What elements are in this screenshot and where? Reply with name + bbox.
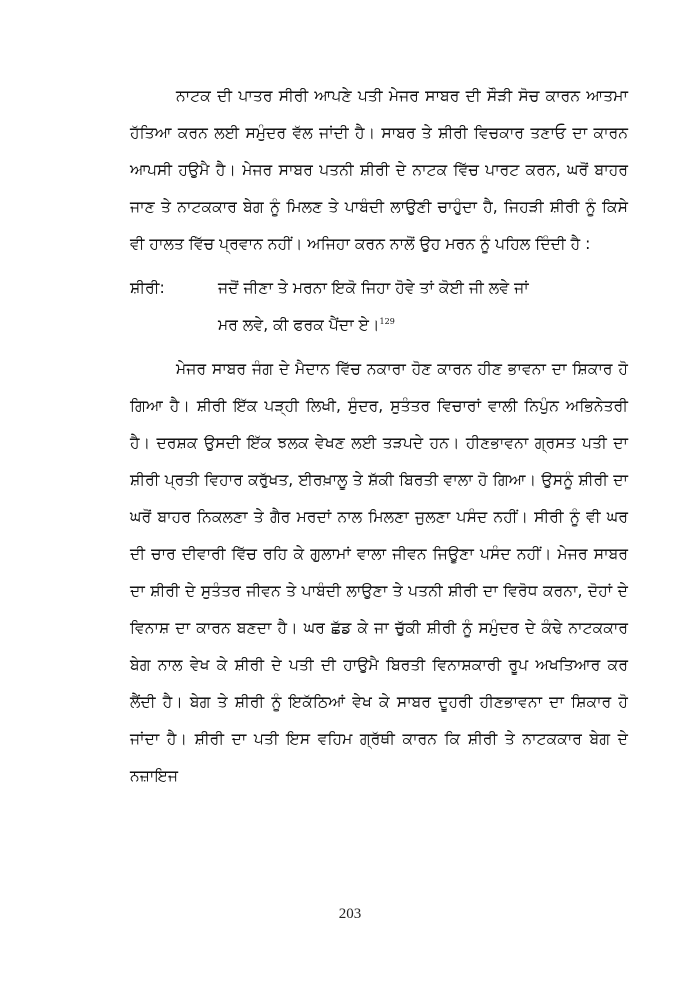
page-body (130, 78, 628, 795)
dialogue-line-1: ਜਦੋਂ ਜੀਣਾ ਤੇ ਮਰਨਾ ਇਕੋ ਜਿਹਾ ਹੋਵੇ ਤਾਂ ਕੋਈ ਜੀ ਲਵੇ ਜਾਂ (218, 279, 529, 297)
paragraph-2: ਮੇਜਰ ਸਾਬਰ ਜੰਗ ਦੇ ਮੈਦਾਨ ਵਿੱਚ ਨਕਾਰਾ ਹੋਣ ਕਾਰਨ ਹੀਣ ਭਾਵਨਾ ਦਾ ਸ਼ਿਕਾਰ ਹੋ ਗਿਆ ਹੈ। ਸ਼ੀਰੀ ਇੱਕ ਪੜ੍ਹੀ ਲਿਖੀ, ਸੁੰਦਰ, ਸੁਤੰਤਰ ਵਿਚਾਰਾਂ ਵਾਲੀ ਨਿਪੁੰਨ ਅਭਿਨੇਤਰੀ ਹੈ। ਦਰਸ਼ਕ ਉਸਦੀ ਇੱਕ ਝਲਕ ਵੇਖਣ ਲਈ ਤੜਪਦੇ ਹਨ। ਹੀਣਭਾਵਨਾ ਗ੍ਰਸਤ ਪਤੀ ਦਾ ਸ਼ੀਰੀ ਪ੍ਰਤੀ ਵਿਹਾਰ ਕਰੁੱਖਤ, ਈਰਖ਼ਾਲੂ ਤੇ ਸ਼ੱਕੀ ਬਿਰਤੀ ਵਾਲਾ ਹੋ ਗਿਆ। ਉਸਨੂੰ ਸ਼ੀਰੀ ਦਾ ਘਰੋਂ ਬਾਹਰ ਨਿਕਲਣਾ ਤੇ ਗੈਰ ਮਰਦਾਂ ਨਾਲ ਮਿਲਣਾ ਜੁਲਣਾ ਪਸੰਦ ਨਹੀਂ। ਸੀਰੀ ਨੂੰ ਵੀ ਘਰ ਦੀ ਚਾਰ ਦੀਵਾਰੀ ਵਿੱਚ ਰਹਿ ਕੇ ਗੁਲਾਮਾਂ ਵਾਲਾ ਜੀਵਨ ਜਿਊਣਾ ਪਸੰਦ ਨਹੀਂ। ਮੇਜਰ ਸਾਬਰ ਦਾ ਸ਼ੀਰੀ ਦੇ ਸੁਤੰਤਰ ਜੀਵਨ ਤੇ ਪਾਬੰਦੀ ਲਾਉਣਾ ਤੇ ਪਤਨੀ ਸ਼ੀਰੀ ਦਾ ਵਿਰੋਧ ਕਰਨਾ, ਦੋਹਾਂ ਦੇ ਵਿਨਾਸ਼ ਦਾ ਕਾਰਨ ਬਣਦਾ ਹੈ। ਘਰ ਛੱਡ ਕੇ ਜਾ ਚੁੱਕੀ ਸ਼ੀਰੀ ਨੂੰ ਸਮੁੰਦਰ ਦੇ ਕੰਢੇ ਨਾਟਕਕਾਰ ਬੇਗ ਨਾਲ ਵੇਖ ਕੇ ਸ਼ੀਰੀ ਦੇ ਪਤੀ ਦੀ ਹਾਉਮੈ ਬਿਰਤੀ ਵਿਨਾਸ਼ਕਾਰੀ ਰੂਪ ਅਖਤਿਆਰ ਕਰ ਲੈਂਦੀ ਹੈ। ਬੇਗ ਤੇ ਸ਼ੀਰੀ ਨੂੰ ਇਕੱਠਿਆਂ ਵੇਖ ਕੇ ਸਾਬਰ ਦੂਹਰੀ ਹੀਣਭਾਵਨਾ ਦਾ ਸ਼ਿਕਾਰ ਹੋ ਜਾਂਦਾ ਹੈ। ਸ਼ੀਰੀ ਦਾ ਪਤੀ ਇਸ ਵਹਿਮ ਗ੍ਰੱਥੀ ਕਾਰਨ ਕਿ ਸ਼ੀਰੀ ਤੇ ਨਾਟਕਕਾਰ ਬੇਗ ਦੇ ਨਜ਼ਾਇਜ (130, 360, 628, 785)
dialogue-speaker: ਸ਼ੀਰੀ: (130, 279, 165, 297)
footnote-marker: 129 (379, 316, 395, 326)
page-number: 203 (338, 906, 362, 922)
dialogue-speech (218, 270, 628, 344)
dialogue-block (130, 270, 628, 344)
dialogue-line-2: ਮਰ ਲਵੇ, ਕੀ ਫਰਕ ਪੈਂਦਾ ਏ। (218, 316, 380, 334)
dialogue-line-2-wrap (218, 307, 628, 344)
paragraph-1: ਨਾਟਕ ਦੀ ਪਾਤਰ ਸੀਰੀ ਆਪਣੇ ਪਤੀ ਮੇਜਰ ਸਾਬਰ ਦੀ ਸੌੜੀ ਸੋਚ ਕਾਰਨ ਆਤਮਾ ਹੱਤਿਆ ਕਰਨ ਲਈ ਸਮੁੰਦਰ ਵੱਲ ਜਾਂਦੀ ਹੈ। ਸਾਬਰ ਤੇ ਸ਼ੀਰੀ ਵਿਚਕਾਰ ਤਣਾਓ ਦਾ ਕਾਰਨ ਆਪਸੀ ਹਉਮੈ ਹੈ। ਮੇਜਰ ਸਾਬਰ ਪਤਨੀ ਸ਼ੀਰੀ ਦੇ ਨਾਟਕ ਵਿੱਚ ਪਾਰਟ ਕਰਨ, ਘਰੋਂ ਬਾਹਰ ਜਾਣ ਤੇ ਨਾਟਕਕਾਰ ਬੇਗ ਨੂੰ ਮਿਲਣ ਤੇ ਪਾਬੰਦੀ ਲਾਉਣੀ ਚਾਹੁੰਦਾ ਹੈ, ਜਿਹੜੀ ਸ਼ੀਰੀ ਨੂੰ ਕਿਸੇ ਵੀ ਹਾਲਤ ਵਿੱਚ ਪ੍ਰਵਾਨ ਨਹੀਂ। ਅਜਿਹਾ ਕਰਨ ਨਾਲੋਂ ਉਹ ਮਰਨ ਨੂੰ ਪਹਿਲ ਦਿੰਦੀ ਹੈ : (130, 87, 628, 253)
